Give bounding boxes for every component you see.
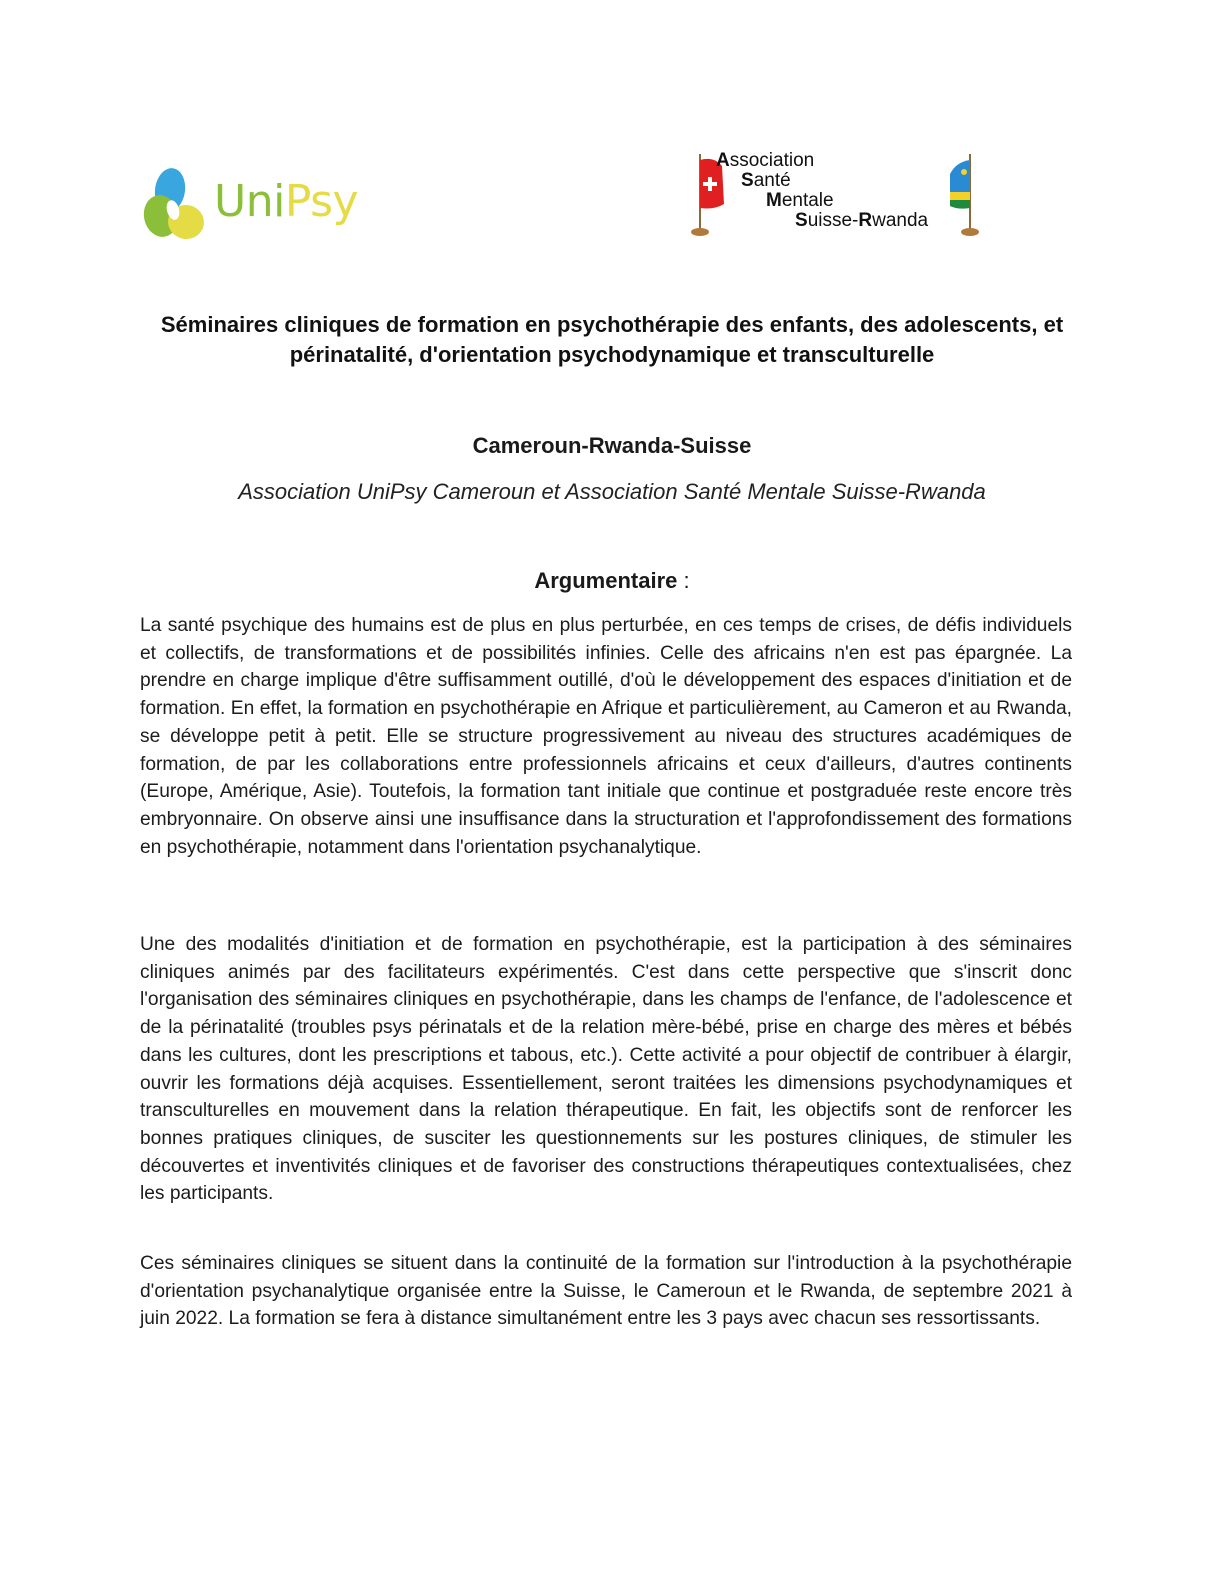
document-title: Séminaires cliniques de formation en psychothérapie des enfants, des adolescents, et périnatalité, d'orientation psychodynamique et transculturelle xyxy=(160,312,1064,367)
paragraph: Ces séminaires cliniques se situent dans la continuité de la formation sur l'introduction à la psychothérapie d'orientation psychanalytique organisée entre la Suisse, le Cameroun et le Rwanda, de septembre 2021 à juin 2022. La formation se fera à distance simultanément entre les 3 pays avec chacun ses ressortissants. xyxy=(140,1253,1072,1330)
associations-line: Association UniPsy Cameroun et Association Santé Mentale Suisse-Rwanda xyxy=(238,479,986,504)
paragraph: La santé psychique des humains est de plus en plus perturbée, en ces temps de crises, de défis individuels et collectifs, de transformations et de possibilités infinies. Celle des africains n'en est pas épargnée. La prendre en charge implique d'être suffisamment outillé, d'où le développement des espaces d'initiation et de formation. En effet, la formation en psychothérapie en Afrique et particulièrement, au Cameron et au Rwanda, se développe petit à petit. Elle se structure progressivement au niveau des structures académiques de formation, de par les collaborations entre professionnels africains et ceux d'ailleurs, d'autres continents (Europe, Amérique, Asie). Toutefois, la formation tant initiale que continue et postgraduée reste encore très embryonnaire. On observe ainsi une insuffisance dans la structuration et l'approfondissement des formations en psychothérapie, notamment dans l'orientation psychanalytique. xyxy=(140,615,1072,858)
section-heading xyxy=(120,567,1104,595)
asmsr-line-association: Association xyxy=(716,150,815,171)
document-subtitle: Cameroun-Rwanda-Suisse xyxy=(472,433,752,458)
asmsr-line-mentale: Mentale xyxy=(766,190,834,211)
unipsy-logo xyxy=(140,160,370,250)
unipsy-mark-icon xyxy=(140,160,210,246)
paragraph: Une des modalités d'initiation et de formation en psychothérapie, est la participation à des séminaires cliniques animés par des facilitateurs expérimentés. C'est dans cette perspective que s'inscrit donc l'organisation des séminaires cliniques en psychothérapie, dans les champs de l'enfance, de l'adolescence et de la périnatalité (troubles psys périnatals et de la relation mère-bébé, prise en charge des mères et bébés dans les cultures, dont les prescriptions et tabous, etc.). Cette activité a pour objectif de contribuer à élargir, ouvrir les formations déjà acquises. Essentiellement, seront traitées les dimensions psychodynamiques et transculturelles en mouvement dans la relation thérapeutique. En fait, les objectifs sont de renforcer les bonnes pratiques cliniques, de susciter les questionnements sur les postures cliniques, de stimuler les découvertes et inventivités cliniques et de favoriser des constructions thérapeutiques contextualisées, chez les participants. xyxy=(140,934,1072,1205)
unipsy-wordmark-psy: Psy xyxy=(284,176,359,227)
rwanda-flag-icon xyxy=(944,152,984,238)
asmsr-logo xyxy=(688,148,998,240)
unipsy-wordmark-uni: Uni xyxy=(214,176,285,227)
unipsy-wordmark xyxy=(214,176,358,227)
section-heading-colon: : xyxy=(677,568,690,593)
section-heading-text: Argumentaire xyxy=(534,568,678,593)
asmsr-line-suisse-rwanda: Suisse-Rwanda xyxy=(795,210,929,231)
asmsr-line-sante: Santé xyxy=(741,170,791,191)
